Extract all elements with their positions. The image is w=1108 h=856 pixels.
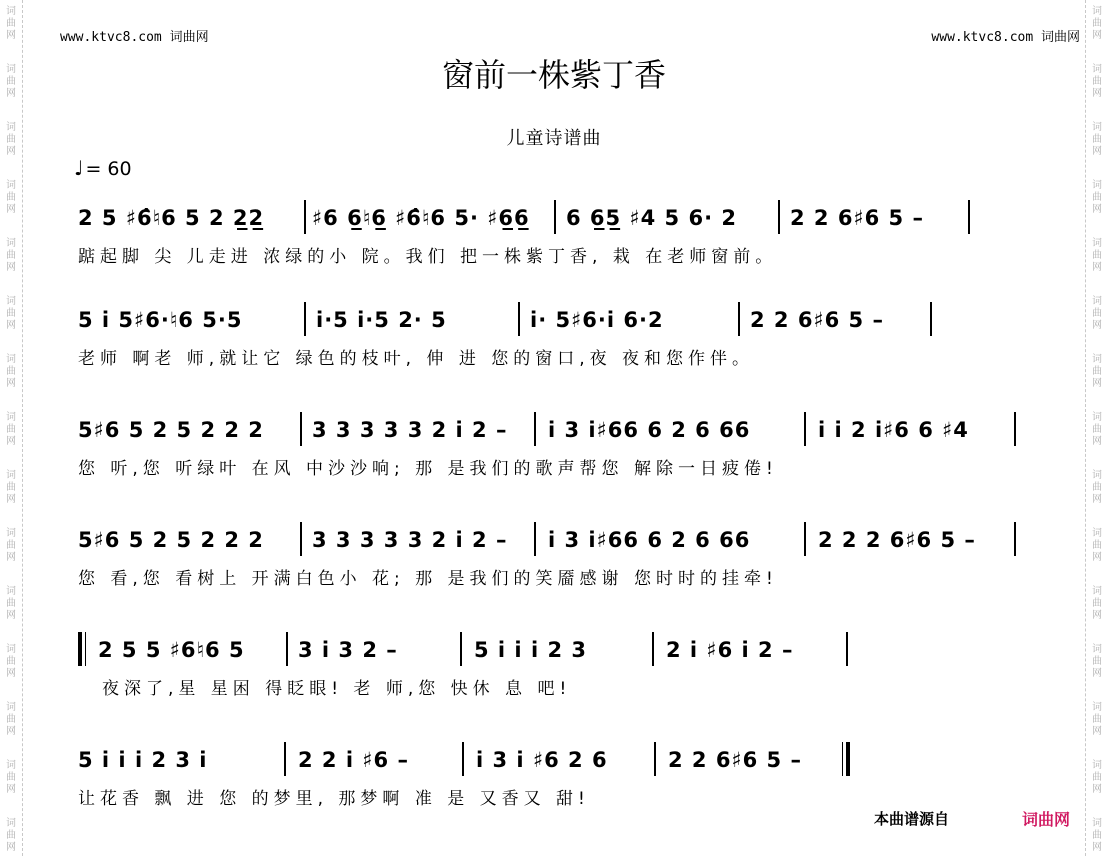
measure: i i 2 i♯6 6 ♯4 [818, 418, 969, 442]
lyrics-line: 您 看,您 看树上 开满白色小 花; 那 是我们的笑靥感谢 您时时的挂牵! [78, 569, 778, 589]
barline [286, 632, 288, 666]
measure: 3 i 3 2 – [298, 638, 398, 662]
margin-watermark-text: 词 曲 网 [1092, 64, 1102, 99]
lyrics-line: 老师 啊老 师,就让它 绿色的枝叶, 伸 进 您的窗口,夜 夜和您作伴。 [78, 349, 755, 369]
margin-watermark-text: 词 曲 网 [6, 354, 16, 389]
margin-watermark-text: 词 曲 网 [1092, 470, 1102, 505]
lyrics-line: 夜深了,星 星困 得眨眼! 老 师,您 快休 息 吧! [102, 679, 572, 699]
margin-watermark-text: 词 曲 网 [6, 180, 16, 215]
measure: ♯6 6̲♮6̲ ♯6̂♮6 5· ♯6̲6̲ [312, 206, 530, 230]
measure: 3 3 3 3 3 2 i 2 – [312, 528, 508, 552]
barline [534, 412, 536, 446]
measure: 2 2 6♯6 5 – [668, 748, 802, 772]
margin-watermark-text: 词 曲 网 [6, 64, 16, 99]
margin-watermark-text: 词 曲 网 [1092, 354, 1102, 389]
barline [300, 412, 302, 446]
measure: 5♯6 5 2 5 2 2 2 [78, 528, 264, 552]
margin-watermark-text: 词 曲 网 [1092, 180, 1102, 215]
margin-watermark-text: 词 曲 网 [1092, 644, 1102, 679]
barline [652, 632, 654, 666]
barline [304, 302, 306, 336]
barline [968, 200, 970, 234]
barline [1014, 412, 1016, 446]
barline [804, 522, 806, 556]
measure: i 3 i♯66 6 2 6 66 [548, 418, 751, 442]
margin-watermark-text: 词 曲 网 [1092, 586, 1102, 621]
margin-watermark-text: 词 曲 网 [6, 528, 16, 563]
score-line-4 [78, 518, 1028, 589]
measure: 2 2 i ♯6 – [298, 748, 409, 772]
measure: i· 5♯6·i 6·2 [530, 308, 664, 332]
barline [284, 742, 286, 776]
barline [804, 412, 806, 446]
barline [460, 632, 462, 666]
lyrics-line: 您 听,您 听绿叶 在风 中沙沙响; 那 是我们的歌声帮您 解除一日疲倦! [78, 459, 778, 479]
tempo-marking [74, 156, 132, 180]
barline [554, 200, 556, 234]
measure: i·5 i·5 2· 5 [316, 308, 447, 332]
repeat-start-sign [78, 632, 86, 666]
score-line-5 [78, 628, 1028, 699]
measure: 6 6̲5̲ ♯4 5 6· 2 [566, 206, 737, 230]
measure: 3 3 3 3 3 2 i 2 – [312, 418, 508, 442]
margin-watermark-text: 词 曲 网 [1092, 760, 1102, 795]
barline [300, 522, 302, 556]
measure: 2 2 6♯6 5 – [750, 308, 884, 332]
repeat-end-sign [842, 742, 850, 776]
score-line-2 [78, 298, 1028, 369]
score-line-1 [78, 196, 1028, 267]
source-credit: 本曲谱源自 [874, 810, 950, 828]
margin-watermark-text: 词 曲 网 [1092, 238, 1102, 273]
barline [654, 742, 656, 776]
site-url-left: www.ktvc8.com 词曲网 [60, 30, 209, 45]
barline [534, 522, 536, 556]
margin-watermark-text: 词 曲 网 [6, 702, 16, 737]
barline [304, 200, 306, 234]
barline [1014, 522, 1016, 556]
barline [930, 302, 932, 336]
measure: i 3 i ♯6 2 6 [476, 748, 608, 772]
lyrics-line: 踮起脚 尖 儿走进 浓绿的小 院。我们 把一株紫丁香, 栽 在老师窗前。 [78, 247, 778, 267]
measure: 2 2 6♯6 5 – [790, 206, 924, 230]
barline [778, 200, 780, 234]
barline [462, 742, 464, 776]
tempo-value: = 60 [85, 158, 132, 180]
site-logo: 词曲网 [1022, 810, 1071, 829]
measure: 5 i 5♯6·♮6 5·5 [78, 308, 243, 332]
measure: 5 i i i 2 3 [474, 638, 587, 662]
measure: 5♯6 5 2 5 2 2 2 [78, 418, 264, 442]
margin-watermark-text: 词 曲 网 [6, 6, 16, 41]
measure: i 3 i♯66 6 2 6 66 [548, 528, 751, 552]
margin-watermark-text: 词 曲 网 [6, 122, 16, 157]
measure: 2 5 ♯6̂♮6 5 2 2̲2̲ [78, 206, 265, 230]
measure: 5 i i i 2 3 i [78, 748, 208, 772]
barline [846, 632, 848, 666]
song-subtitle: 儿童诗谱曲 [506, 128, 602, 149]
margin-watermark-text: 词 曲 网 [6, 760, 16, 795]
site-url-right: www.ktvc8.com 词曲网 [931, 30, 1080, 45]
margin-watermark-text: 词 曲 网 [6, 412, 16, 447]
quarter-note-icon: ♩ [74, 156, 84, 180]
song-title: 窗前一株紫丁香 [441, 56, 666, 94]
score-line-6 [78, 738, 1028, 809]
margin-watermark-text: 词 曲 网 [1092, 702, 1102, 737]
margin-watermark-text: 词 曲 网 [1092, 122, 1102, 157]
margin-watermark-text: 词 曲 网 [6, 586, 16, 621]
margin-watermark-text: 词 曲 网 [1092, 412, 1102, 447]
margin-watermark-text: 词 曲 网 [6, 238, 16, 273]
measure: 2 5 5 ♯6♮6 5 [98, 638, 245, 662]
measure: 2 2 2 6♯6 5 – [818, 528, 976, 552]
margin-watermark-text: 词 曲 网 [6, 296, 16, 331]
margin-watermark-text: 词 曲 网 [6, 818, 16, 853]
margin-watermark-text: 词 曲 网 [1092, 296, 1102, 331]
barline [518, 302, 520, 336]
measure: 2 i ♯6 i 2 – [666, 638, 794, 662]
margin-watermark-text: 词 曲 网 [6, 644, 16, 679]
margin-watermark-text: 词 曲 网 [1092, 818, 1102, 853]
margin-watermark-text: 词 曲 网 [1092, 528, 1102, 563]
margin-watermark-text: 词 曲 网 [1092, 6, 1102, 41]
barline [738, 302, 740, 336]
score-line-3 [78, 408, 1028, 479]
margin-watermark-text: 词 曲 网 [6, 470, 16, 505]
lyrics-line: 让花香 飘 进 您 的梦里, 那梦啊 准 是 又香又 甜! [78, 789, 590, 809]
